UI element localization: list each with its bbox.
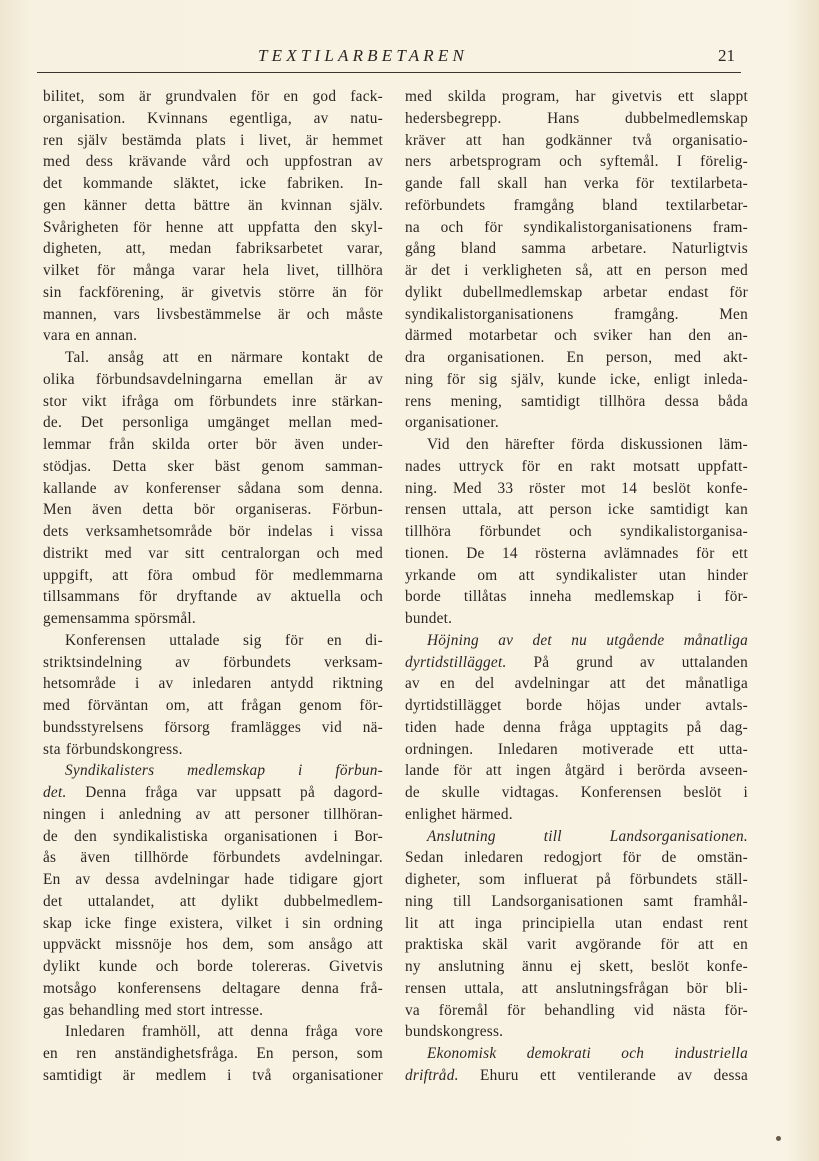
line-text: lit att inga principiella utan endast rent xyxy=(405,914,748,932)
line-text: de skulle vidtagas. Konferensen beslöt i xyxy=(405,784,748,801)
line-text: Denna fråga var uppsatt på dagord- xyxy=(66,784,383,801)
line-text: Inledaren framhöll, att denna fråga vore xyxy=(65,1023,383,1041)
text-line xyxy=(43,238,383,260)
text-line xyxy=(405,543,748,565)
text-line xyxy=(405,630,748,652)
line-text: dets verksamhetsområde bör indelas i vissa xyxy=(43,523,383,540)
line-text: dylikt kunde och borde tolereras. Givetvis xyxy=(43,958,383,975)
text-line xyxy=(405,282,748,304)
line-text: gande fall skall han verka för textilarbeta- xyxy=(405,175,748,192)
text-line xyxy=(405,913,748,935)
text-line xyxy=(43,304,383,326)
line-text: ren själv bestämda plats i livet, är hemmet xyxy=(43,131,383,149)
line-text: kräver att han godkänner två organisatio- xyxy=(405,131,748,149)
line-text: På grund av uttalanden xyxy=(506,653,748,671)
text-line xyxy=(43,260,383,282)
line-text: därmed motarbetar och sviker han den an- xyxy=(405,327,748,345)
text-line xyxy=(405,86,748,108)
line-text: syndikalistorganisationens framgång. Men xyxy=(405,305,748,323)
line-text: ny anslutning ännu ej skett, beslöt konfe- xyxy=(405,958,748,975)
line-text: ning. Med 33 röster mot 14 beslöt konfe- xyxy=(405,479,748,497)
text-line xyxy=(43,347,383,369)
line-text: Sedan inledaren redogjort för de omstän- xyxy=(405,849,748,867)
line-text: ning till Landsorganisationen samt framhål- xyxy=(405,892,748,910)
text-line xyxy=(43,891,383,913)
text-line xyxy=(405,108,748,130)
text-line xyxy=(405,151,748,173)
line-text: tionen. De 14 rösterna avlämnades för ett xyxy=(405,544,748,562)
text-line xyxy=(43,456,383,478)
text-line xyxy=(405,739,748,761)
text-line xyxy=(405,652,748,674)
line-text: na och för syndikalistorganisationens fram- xyxy=(405,218,748,236)
line-text: hedersbegrepp. Hans dubbelmedlemskap xyxy=(405,109,748,127)
text-line xyxy=(43,717,383,739)
text-line xyxy=(405,478,748,500)
text-line xyxy=(43,151,383,173)
line-text: med förväntan om, att frågan genom för- xyxy=(43,697,383,714)
line-text: En av dessa avdelningar hade tidigare gjort xyxy=(43,871,383,888)
line-text: Svårigheten för henne att uppfatta den skyl- xyxy=(43,218,383,236)
line-text: borde tillåtas inneha medlemskap i för- xyxy=(405,588,748,606)
line-text: digheten, att, medan fabriksarbetet varar, xyxy=(43,240,383,258)
ink-speck xyxy=(776,1136,781,1141)
line-text: med dess krävande vård och uppfostran av xyxy=(43,153,383,171)
text-line xyxy=(43,739,383,761)
line-text: skap icke finge existera, vilket i sin ordning xyxy=(43,914,383,932)
text-line xyxy=(405,956,748,978)
line-text: uppgift, att föra ombud för medlemmarna xyxy=(43,566,383,584)
line-text: de. Det personliga umgänget mellan med- xyxy=(43,414,383,432)
line-text: bilitet, som är grundvalen för en god fack- xyxy=(43,88,383,105)
line-text: kallande av konferenser sådana som denna. xyxy=(43,479,383,497)
page-number: 21 xyxy=(718,46,735,65)
line-text: ners arbetsprogram och syftemål. I förelig- xyxy=(405,153,748,171)
text-line xyxy=(43,195,383,217)
header-rule xyxy=(37,72,741,73)
line-text: tiden hade denna fråga upptagits på dag- xyxy=(405,718,748,736)
line-text: sin fackförening, är givetvis större än för xyxy=(43,283,383,301)
line-text: organisationer. xyxy=(405,414,499,432)
line-text: gång bland samma arbetare. Naturligtvis xyxy=(405,240,748,258)
line-text: lande för att ingen åtgärd i berörda avseen- xyxy=(405,762,748,780)
text-line xyxy=(43,543,383,565)
line-text: rensen uttala, att person icke samtidigt kan xyxy=(405,501,748,519)
line-text: tillhöra förbundet och syndikalistorganisa- xyxy=(405,523,748,540)
text-line xyxy=(43,760,383,782)
text-line xyxy=(405,586,748,608)
line-text: bundsstyrelsens försorg framlägges vid nä- xyxy=(43,718,383,736)
italic-subheading: Syndikalisters medlemskap i förbun- xyxy=(65,762,383,780)
text-line xyxy=(43,608,383,630)
line-text: motsågo konferensens deltagare denna frå- xyxy=(43,979,383,997)
line-text: Konferensen uttalade sig för en di- xyxy=(65,631,383,649)
text-line xyxy=(43,695,383,717)
line-text: hetsområde i av inledaren antydd riktning xyxy=(43,675,383,693)
text-line xyxy=(43,325,383,347)
line-text: bundskongress. xyxy=(405,1023,504,1041)
text-line xyxy=(43,826,383,848)
text-line xyxy=(43,913,383,935)
text-line xyxy=(405,369,748,391)
text-line xyxy=(405,1065,748,1087)
line-text: olika förbundsavdelningarna emellan är av xyxy=(43,370,383,388)
text-line xyxy=(43,847,383,869)
line-text: uppväckt missnöje hos dem, som ansågo att xyxy=(43,936,383,954)
italic-subheading: Höjning av det nu utgående månatliga xyxy=(427,631,748,649)
line-text: distrikt med var sitt centralorgan och med xyxy=(43,544,383,562)
text-line xyxy=(405,130,748,152)
text-line xyxy=(405,891,748,913)
line-text: enlighet härmed. xyxy=(405,805,513,823)
text-line xyxy=(405,978,748,1000)
line-text: det kommande släktet, icke fabriken. In- xyxy=(43,175,383,192)
text-line xyxy=(405,608,748,630)
text-line xyxy=(43,956,383,978)
text-line xyxy=(43,173,383,195)
text-line xyxy=(43,108,383,130)
text-line xyxy=(43,652,383,674)
italic-subheading: Anslutning till Landsorganisationen. xyxy=(427,827,748,845)
line-text: med skilda program, har givetvis ett slappt xyxy=(405,88,748,105)
text-line xyxy=(405,847,748,869)
line-text: praktiska skäl varit avgörande för att en xyxy=(405,936,748,954)
line-text: reförbundets framgång bland textilarbetar- xyxy=(405,196,748,214)
text-line xyxy=(43,499,383,521)
line-text: yrkande om att syndikalister utan hinder xyxy=(405,566,748,584)
text-line xyxy=(43,412,383,434)
left-column xyxy=(43,86,383,1087)
line-text: dra organisationen. En person, med akt- xyxy=(405,349,748,366)
line-text: Men även detta bör organiseras. Förbun- xyxy=(43,501,383,519)
text-line xyxy=(405,782,748,804)
line-text: är det i verkligheten så, att en person med xyxy=(405,262,748,279)
text-line xyxy=(43,673,383,695)
text-line xyxy=(43,217,383,239)
text-line xyxy=(43,391,383,413)
text-line xyxy=(405,1021,748,1043)
text-line xyxy=(405,804,748,826)
text-line xyxy=(43,282,383,304)
line-text: av en del avdelningar att det månatliga xyxy=(405,675,748,693)
text-line xyxy=(43,934,383,956)
text-line xyxy=(43,130,383,152)
text-line xyxy=(43,869,383,891)
text-line xyxy=(405,1000,748,1022)
line-text: Ehuru ett ventilerande av dessa xyxy=(458,1066,748,1084)
text-line xyxy=(405,391,748,413)
right-column xyxy=(405,86,748,1087)
text-line xyxy=(43,630,383,652)
text-line xyxy=(43,782,383,804)
text-line xyxy=(405,760,748,782)
line-text: gen känner detta bättre än kvinnan själv. xyxy=(43,196,383,214)
line-text: en ren anständighetsfråga. En person, som xyxy=(43,1045,383,1062)
text-line xyxy=(405,238,748,260)
italic-subheading: det. xyxy=(43,784,67,801)
line-text: mannen, vars livsbestämmelse är och måste xyxy=(43,305,383,323)
text-line xyxy=(43,434,383,456)
line-text: rens mening, samtidigt tillhöra dessa båda xyxy=(405,392,748,410)
text-line xyxy=(405,260,748,282)
text-line xyxy=(43,804,383,826)
line-text: nades uttryck för en rakt motsatt uppfatt- xyxy=(405,457,748,475)
text-line xyxy=(43,1043,383,1065)
text-line xyxy=(405,347,748,369)
text-line xyxy=(405,1043,748,1065)
line-text: samtidigt är medlem i två organisationer xyxy=(43,1066,383,1084)
text-line xyxy=(43,565,383,587)
line-text: Vid den härefter förda diskussionen läm- xyxy=(427,436,748,453)
line-text: dyrtidstillägget borde höjas under avtals- xyxy=(405,697,748,714)
line-text: rensen uttala, att anslutningsfrågan bör bli- xyxy=(405,979,748,997)
text-line xyxy=(43,586,383,608)
italic-subheading: dyrtidstillägget. xyxy=(405,653,507,671)
line-text: Tal. ansåg att en närmare kontakt de xyxy=(65,349,383,366)
line-text: gemensamma spörsmål. xyxy=(43,610,196,627)
text-line xyxy=(405,304,748,326)
line-text: organisation. Kvinnans egentliga, av natu- xyxy=(43,109,383,127)
line-text: ningen i anledning av att personer tillhöran- xyxy=(43,805,383,823)
line-text: vilket för många varar hela livet, tillhöra xyxy=(43,262,383,279)
text-line xyxy=(405,717,748,739)
text-line xyxy=(405,565,748,587)
line-text: ås även tillhörde förbundets avdelningar. xyxy=(43,849,383,867)
text-line xyxy=(405,499,748,521)
text-line xyxy=(405,173,748,195)
text-line xyxy=(405,456,748,478)
text-line xyxy=(405,826,748,848)
text-line xyxy=(405,434,748,456)
line-text: ning för sig själv, kunde icke, enligt inleda- xyxy=(405,370,748,388)
line-text: stor vikt ifråga om förbundets inre stärkan- xyxy=(43,392,383,410)
text-line xyxy=(43,478,383,500)
text-line xyxy=(405,673,748,695)
text-line xyxy=(405,869,748,891)
text-line xyxy=(405,695,748,717)
line-text: stödjas. Detta sker bäst genom samman- xyxy=(43,457,383,475)
text-line xyxy=(43,369,383,391)
text-line xyxy=(405,521,748,543)
text-line xyxy=(43,521,383,543)
line-text: de den syndikalistiska organisationen i Bor- xyxy=(43,827,383,845)
line-text: digheter, som influerat på förbundets ställ- xyxy=(405,871,748,888)
line-text: lemmar från skilda orter bör även under- xyxy=(43,436,383,453)
line-text: vara en annan. xyxy=(43,327,138,345)
italic-subheading: Ekonomisk demokrati och industriella xyxy=(427,1045,748,1062)
line-text: ordningen. Inledaren motiverade ett utta- xyxy=(405,740,748,758)
running-header-title: TEXTILARBETAREN xyxy=(258,46,469,65)
text-line xyxy=(43,86,383,108)
italic-subheading: driftråd. xyxy=(405,1066,459,1084)
text-line xyxy=(405,412,748,434)
text-line xyxy=(43,1021,383,1043)
text-line xyxy=(43,978,383,1000)
text-line xyxy=(405,934,748,956)
line-text: va föremål för behandling vid nästa för- xyxy=(405,1001,748,1019)
line-text: det uttalandet, att dylikt dubbelmedlem- xyxy=(43,892,383,910)
text-line xyxy=(43,1000,383,1022)
text-line xyxy=(405,217,748,239)
line-text: sta förbundskongress. xyxy=(43,740,183,758)
line-text: dylikt dubellmedlemskap arbetar endast för xyxy=(405,283,748,301)
line-text: tillsammans för dryftande av aktuella och xyxy=(43,588,383,606)
text-line xyxy=(43,1065,383,1087)
text-line xyxy=(405,325,748,347)
line-text: bundet. xyxy=(405,610,453,627)
line-text: striktsindelning av förbundets verksam- xyxy=(43,653,383,671)
line-text: gas behandling med stort intresse. xyxy=(43,1001,264,1019)
text-line xyxy=(405,195,748,217)
